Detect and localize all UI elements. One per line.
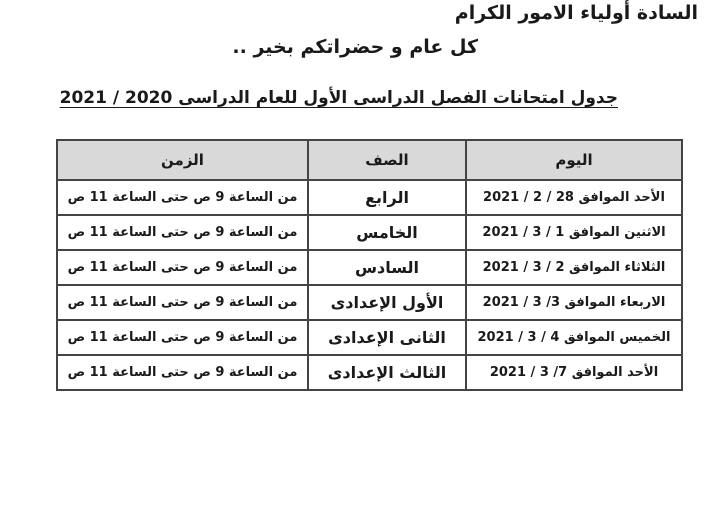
header-day: اليوم xyxy=(466,140,682,180)
cell-day: الاربعاء الموافق 3/ 3 / 2021 xyxy=(466,285,682,320)
cell-class: الأول الإعدادى xyxy=(308,285,466,320)
header-class: الصف xyxy=(308,140,466,180)
greeting-line-2: كل عام و حضراتكم بخير .. xyxy=(232,36,478,58)
table-header xyxy=(57,140,682,180)
cell-time: من الساعة 9 ص حتى الساعة 11 ص xyxy=(57,180,308,215)
cell-time: من الساعة 9 ص حتى الساعة 11 ص xyxy=(57,285,308,320)
table-row xyxy=(57,355,682,390)
table-row xyxy=(57,250,682,285)
cell-day: الخميس الموافق 4 / 3 / 2021 xyxy=(466,320,682,355)
exam-schedule-table xyxy=(56,139,683,391)
cell-class: الثالث الإعدادى xyxy=(308,355,466,390)
cell-class: الخامس xyxy=(308,215,466,250)
cell-day: الأحد الموافق 28 / 2 / 2021 xyxy=(466,180,682,215)
header-time: الزمن xyxy=(57,140,308,180)
table-row xyxy=(57,285,682,320)
table-row xyxy=(57,180,682,215)
header-row xyxy=(57,140,682,180)
cell-time: من الساعة 9 ص حتى الساعة 11 ص xyxy=(57,320,308,355)
table-row xyxy=(57,320,682,355)
table-body xyxy=(57,180,682,390)
cell-class: الرابع xyxy=(308,180,466,215)
cell-class: الثانى الإعدادى xyxy=(308,320,466,355)
cell-time: من الساعة 9 ص حتى الساعة 11 ص xyxy=(57,355,308,390)
schedule-title: جدول امتحانات الفصل الدراسى الأول للعام الدراسى 2020 / 2021 xyxy=(59,88,618,108)
cell-day: الثلاثاء الموافق 2 / 3 / 2021 xyxy=(466,250,682,285)
cell-day: الاثنين الموافق 1 / 3 / 2021 xyxy=(466,215,682,250)
cell-time: من الساعة 9 ص حتى الساعة 11 ص xyxy=(57,250,308,285)
cell-class: السادس xyxy=(308,250,466,285)
greeting-line-1: السادة أولياء الامور الكرام xyxy=(454,2,698,24)
table-row xyxy=(57,215,682,250)
cell-day: الأحد الموافق 7/ 3 / 2021 xyxy=(466,355,682,390)
cell-time: من الساعة 9 ص حتى الساعة 11 ص xyxy=(57,215,308,250)
